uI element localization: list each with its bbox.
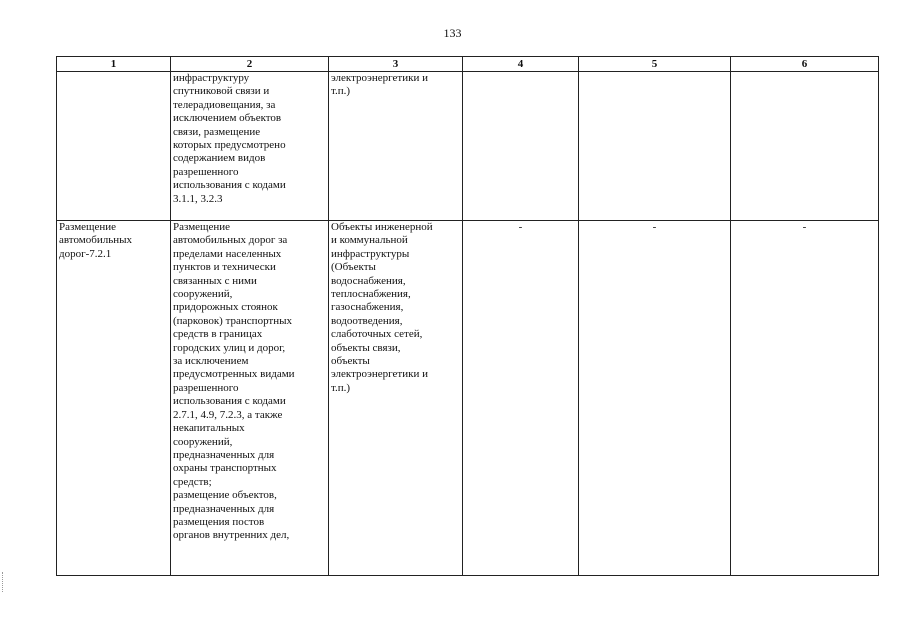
cell-col-5 xyxy=(579,72,731,221)
column-header-4: 4 xyxy=(463,57,579,72)
cell-col-6: - xyxy=(731,221,879,576)
table-header-row xyxy=(57,57,879,72)
column-header-1: 1 xyxy=(57,57,171,72)
regulation-table xyxy=(56,56,879,576)
cell-col-6 xyxy=(731,72,879,221)
column-header-3: 3 xyxy=(329,57,463,72)
cell-land-use-type: Размещение автомобильных дорог-7.2.1 xyxy=(57,221,171,576)
cell-land-use-type xyxy=(57,72,171,221)
cell-objects: электроэнергетики и т.п.) xyxy=(329,72,463,221)
column-header-5: 5 xyxy=(579,57,731,72)
cell-col-4: - xyxy=(463,221,579,576)
cell-col-4 xyxy=(463,72,579,221)
scan-edge-marks xyxy=(2,572,7,592)
cell-objects: Объекты инженерной и коммунальной инфраструктуры (Объекты водоснабжения, теплоснабжения, газоснабжения, водоотведения, слаботочных сетей, объекты связи, объекты электроэнергетики и т.п.) xyxy=(329,221,463,576)
cell-description: инфраструктуру спутниковой связи и телерадиовещания, за исключением объектов связи, размещение которых предусмотрено содержанием видов разрешенного использования с кодами 3.1.1, 3.2.3 xyxy=(171,72,329,221)
cell-description: Размещение автомобильных дорог за пределами населенных пунктов и технически связанных с ними сооружений, придорожных стоянок (парковок) транспортных средств в границах городских улиц и дорог, за исключением предусмотренных видами разрешенного использования с кодами 2.7.1, 4.9, 7.2.3, а также некапитальных сооружений, предназначенных для охраны транспортных средств; размещение объектов, предназначенных для размещения постов органов внутренних дел, xyxy=(171,221,329,576)
cell-col-5: - xyxy=(579,221,731,576)
column-header-2: 2 xyxy=(171,57,329,72)
page-number: 133 xyxy=(443,26,462,40)
column-header-6: 6 xyxy=(731,57,879,72)
table-row xyxy=(57,72,879,221)
table-row xyxy=(57,221,879,576)
